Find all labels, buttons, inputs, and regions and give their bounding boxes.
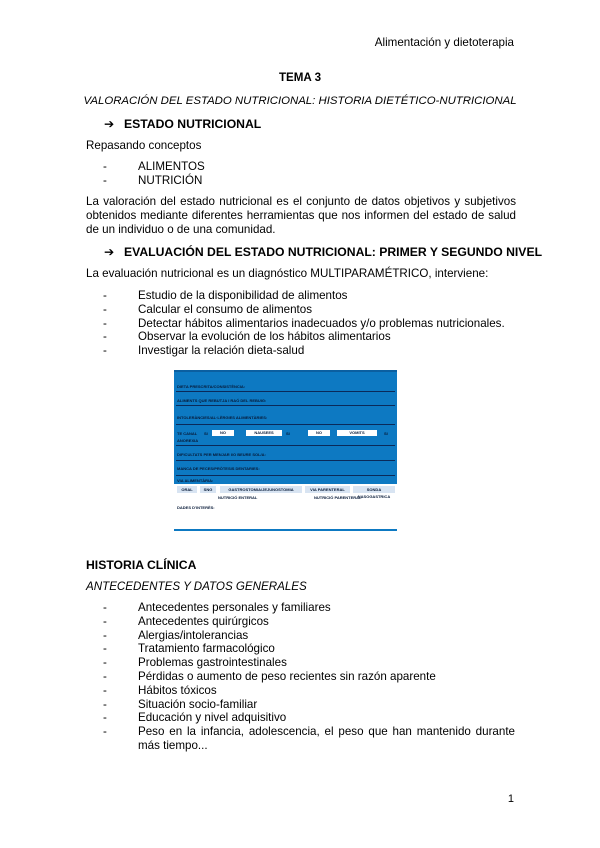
form-row: DIFICULTATS PER MENJAR I/O BEURE SOL/A: — [177, 452, 266, 457]
form-cell: ORAL — [177, 486, 197, 493]
form-cell: GASTROSTOMIA/JEJUNOSTOMIA — [220, 486, 302, 493]
historia-list — [103, 601, 515, 753]
section-subheading: ANTECEDENTES Y DATOS GENERALES — [86, 580, 307, 593]
list-item: - Antecedentes personales y familiares — [103, 601, 331, 614]
form-label: ANOREXIA — [177, 438, 199, 443]
list-item: - Estudio de la disponibilidad de alimentos — [103, 289, 348, 302]
form-checkbox: NO — [308, 430, 330, 436]
arrow-right-icon: ➔ — [104, 117, 115, 131]
form-cell: SONDA NASOGASTRICA — [353, 486, 395, 493]
form-checkbox: NO — [212, 430, 234, 436]
list-item: - Problemas gastrointestinales — [103, 656, 287, 670]
list-item: - Educación y nivel adquisitivo — [103, 711, 287, 725]
list-item: - Antecedentes quirúrgicos — [103, 614, 269, 628]
list-item: - Detectar hábitos alimentarios inadecuados y/o problemas nutricionales. — [103, 316, 505, 330]
concepts-list — [103, 160, 205, 188]
list-item: - Peso en la infancia, adolescencia, el peso que han mantenido durante más tiempo... — [103, 725, 515, 753]
section-heading-evaluacion — [104, 245, 542, 259]
form-label: TE CANAL — [177, 431, 198, 436]
form-cell: VIA PARENTERAL — [305, 486, 350, 493]
page-number: 1 — [507, 793, 514, 805]
section-intro: Repasando conceptos — [86, 139, 202, 152]
section-heading-historia: HISTORIA CLÍNICA — [86, 558, 197, 572]
form-label: NUTRICIÓ PARENTERAL — [314, 495, 362, 500]
section-heading-estado-nutricional — [104, 117, 261, 131]
form-checkbox: NAUSEES — [246, 430, 282, 436]
evaluation-list — [103, 289, 505, 358]
form-checkbox: VOMITS — [337, 430, 377, 436]
form-row: INTOLERÀNCIES/AL·LÈRGIES ALIMENTÀRIES: — [177, 415, 268, 420]
topic-subtitle: VALORACIÓN DEL ESTADO NUTRICIONAL: HISTORIA DIETÉTICO-NUTRICIONAL — [83, 95, 517, 107]
list-item: - Tratamiento farmacológico — [103, 642, 275, 656]
form-row: DIETA PRESCRITA/CONSISTÈNCIA: — [177, 384, 246, 389]
list-item: - Pérdidas o aumento de peso recientes sin razón aparente — [103, 669, 436, 683]
topic-title: TEMA 3 — [278, 71, 322, 84]
form-cell: SNG — [200, 486, 216, 493]
running-header: Alimentación y dietoterapia — [374, 36, 514, 49]
section-heading-text: ESTADO NUTRICIONAL — [124, 117, 262, 131]
form-label: NUTRICIÓ ENTERAL — [218, 495, 258, 500]
list-item: - ALIMENTOS — [103, 160, 205, 173]
form-label: DADES D'INTERÈS: — [177, 505, 215, 510]
list-item: - Situación socio-familiar — [103, 697, 258, 711]
list-item: - Hábitos tóxicos — [103, 683, 217, 697]
list-item: - Observar la evolución de los hábitos alimentarios — [103, 330, 391, 344]
definition-paragraph: La valoración del estado nutricional es el conjunto de datos objetivos y subjetivos obtenidos mediante diferentes herramientas que nos informen del estado de salud de un individuo o de una comunidad. — [86, 195, 516, 236]
form-row: MANCA DE PECES/PRÒTESIS DENTARIES: — [177, 466, 260, 471]
list-item: - Alergias/intolerancias — [103, 628, 249, 642]
nutrition-form-image: DIETA PRESCRITA/CONSISTÈNCIA: ALIMENTS QUE REBUTJA I RAÓ DEL REBUIG: INTOLERÀNCIES/AL·LÈRGIES ALIMENTÀRIES: TE CANAL SI NO NAUSEES SI NO VOMITS SI ANOREXIA DIFICULTATS PER MENJAR I/O BEURE SOL/A: MANCA DE PECES/PRÒTESIS DENTARIES: VIA ALIMENTÀRIA: ORAL SNG GASTROSTOMIA/JEJUNOSTOMIA VIA PARENTERAL SONDA NASOGASTRICA NUTRICIÓ ENTERAL NUTRICIÓ PARENTERAL DADES D'INTERÈS: — [174, 370, 397, 531]
form-row: ALIMENTS QUE REBUTJA I RAÓ DEL REBUIG: — [177, 398, 267, 403]
form-label: VIA ALIMENTÀRIA: — [177, 478, 214, 483]
arrow-right-icon: ➔ — [104, 245, 115, 259]
list-item: - Calcular el consumo de alimentos — [103, 302, 312, 316]
section-intro: La evaluación nutricional es un diagnóstico MULTIPARAMÉTRICO, interviene: — [86, 267, 489, 280]
list-item: - Investigar la relación dieta-salud — [103, 344, 305, 358]
list-item: - NUTRICIÓN — [103, 173, 203, 187]
section-heading-text: EVALUACIÓN DEL ESTADO NUTRICIONAL: PRIMER Y SEGUNDO NIVEL — [124, 245, 543, 259]
